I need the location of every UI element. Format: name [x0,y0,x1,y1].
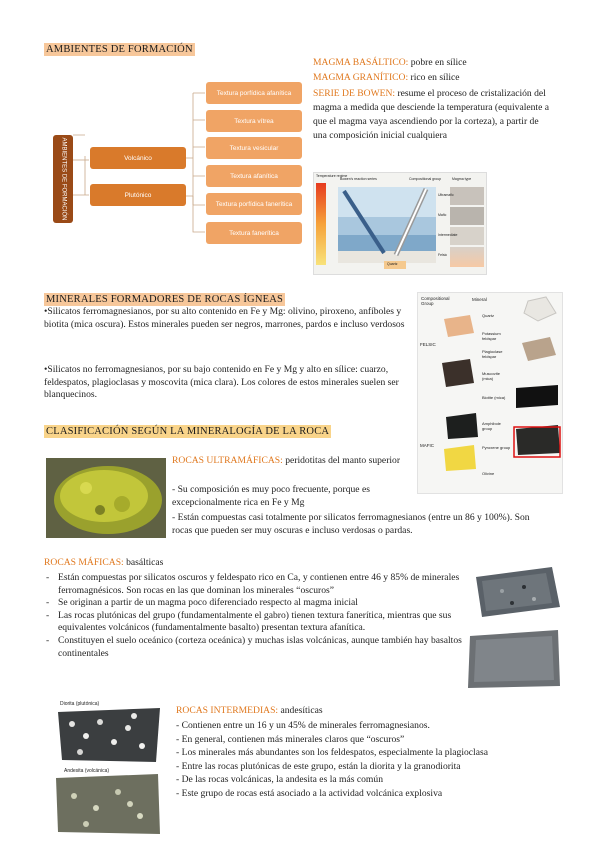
minerales-paragraph-2: •Silicatos no ferromagnesianos, por su bajo contenido en Fe y Mg y alto en sílice: cuarzo, feldespatos, plagioclasas y moscovita (mica clara). Los colores de estos minerales suelen ser blanquecinos. [44,364,399,401]
mineral-table-col2: Mineral [472,297,487,302]
section-title-ambientes: AMBIENTES DE FORMACIÓN [46,44,193,55]
ultramaficas-line-1: - Su composición es muy poco frecuente, porque es excepcionalmente rica en Fe y Mg [172,484,370,508]
andesite-photo [52,768,164,838]
bowen-right-3: Intermediate [438,233,458,237]
section-title-minerales: MINERALES FORMADORES DE ROCAS ÍGNEAS [46,294,284,305]
maficas-list [44,572,464,660]
diagram-root: AMBIENTES DE FORMACIÓN [53,135,73,223]
def-magma-granitico: MAGMA GRANÍTICO: rico en sílice [313,72,460,83]
bowen-series-chart [313,172,487,275]
texture-box-2: Textura vítrea [206,110,302,132]
mineral-table-mafic: MAFIC [420,443,434,448]
ultramaficas-line-2: - Están compuestas casi totalmente por silicatos ferromagnesianos (entre un 86 y 100%). Son rocas que pueden ser muy oscuras e incluso verdosas o pardas. [172,512,530,536]
maficas-item: - Las rocas plutónicas del grupo (fundamentalmente el gabro) tienen textura fanerítica, mientras que sus equivalentes volcánicos (fundamentalmente basalto) presentan textura afanítica. [44,610,464,635]
mineral-olivine: Olivine [482,471,495,476]
mineral-biotite: Biotite (mica) [482,395,506,400]
intermedias-list [176,719,556,800]
bowen-right-4: Felsic [438,253,448,257]
intermedias-item: - Este grupo de rocas está asociado a la actividad volcánica explosiva [176,787,443,799]
bowen-label-temp: Temperature regime [316,174,348,178]
maficas-item: - Se originan a partir de un magma poco diferenciado respecto al magma inicial [44,597,464,610]
bowen-label-group: Compositional group [409,177,442,181]
maficas-intro: ROCAS MÁFICAS: basálticas [44,557,164,568]
basalt-image [466,626,562,692]
mineral-table-col1: Compositional Group [421,296,450,306]
intermedias-item: - De las rocas volcánicas, la andesita es la más común [176,774,383,785]
intermedias-item: - Los minerales más abundantes son los feldespatos, especialmente la plagioclasa [176,747,488,758]
andesite-image [52,768,164,838]
texture-box-3: Textura vesicular [206,137,302,159]
texture-box-1: Textura porfídica afanítica [206,82,302,104]
def-serie-bowen: SERIE DE BOWEN: resume el proceso de cristalización del magma a medida que desciende la temperatura (equivalente a que el magma vaya ascendiendo por la corteza), a partir de una composición inicial cualquiera [313,88,549,141]
bowen-bottom-label: Quartz [387,262,398,266]
def-magma-basaltico: MAGMA BASÁLTICO: pobre en sílice [313,57,467,68]
mineral-pyroxene: Pyroxene group [482,445,511,450]
texture-box-4: Textura afanítica [206,165,302,187]
mineral-specimens [418,293,562,493]
mineral-table-figure [417,292,563,494]
mineral-muscovite: Muscovite (mica) [482,371,501,381]
andesite-label: Andesita (volcánica) [64,768,110,774]
intermedias-item: - En general, contienen más minerales claros que “oscuros” [176,733,405,745]
mineral-quartz: Quartz [482,313,495,318]
bowen-right-2: Mafic [438,213,447,217]
mineral-amphibole: Amphibole group [482,421,501,431]
intermedias-intro: ROCAS INTERMEDIAS: andesíticas [176,705,323,716]
diagram-plutonico: Plutónico [90,184,186,206]
gabbro-image [472,563,562,621]
diorite-photo [52,700,164,766]
ultramafic-rock-photo [46,458,166,538]
basalt-photo [466,626,562,692]
diorite-image [52,700,164,766]
diagram-volcanico: Volcánico [90,147,186,169]
minerales-paragraph-1: •Silicatos ferromagnesianos, por su alto contenido en Fe y Mg: olivino, piroxeno, anfíboles y biotita (mica oscura). Estos minerales pueden ser negros, marrones, pardos e incluso verdosos [44,306,405,330]
bowen-chart-graphic [314,173,486,274]
mineral-k-feldspar: Potassium feldspar [482,331,501,341]
peridotite-image [46,458,166,538]
bowen-label-magma: Magma type [452,177,472,181]
maficas-item: - Constituyen el suelo oceánico (corteza oceánica) y muchas islas volcánicas, aunque también hay basaltos continentales [44,635,464,660]
gabbro-photo [472,563,562,621]
bowen-right-1: Ultramafic [438,193,454,197]
intermedias-item: - Entre las rocas plutónicas de este grupo, están la diorita y la granodiorita [176,760,461,772]
intermedias-item: - Contienen entre un 16 y un 45% de minerales ferromagnesianos. [176,720,430,731]
mineral-plagioclase: Plagioclase feldspar [482,349,503,359]
section-title-clasificacion: CLASIFICACIÓN SEGÚN LA MINERALOGÍA DE LA ROCA [46,426,330,437]
texture-box-5: Textura porfídica fanerítica [206,193,302,215]
bowen-label-series: Bowen's reaction series [340,177,377,181]
maficas-item: - Están compuestas por silicatos oscuros y feldespato rico en Ca, y contienen entre 46 y 85% de minerales ferromagnésicos. Son rocas en las que dominan los minerales “oscuros” [44,572,464,597]
ultramaficas-intro: ROCAS ULTRAMÁFICAS: peridotitas del manto superior [172,455,401,466]
mineral-table-felsic: FELSIC [420,342,436,347]
texture-box-6: Textura fanerítica [206,222,302,244]
diorite-label: Diorita (plutónica) [60,701,100,707]
